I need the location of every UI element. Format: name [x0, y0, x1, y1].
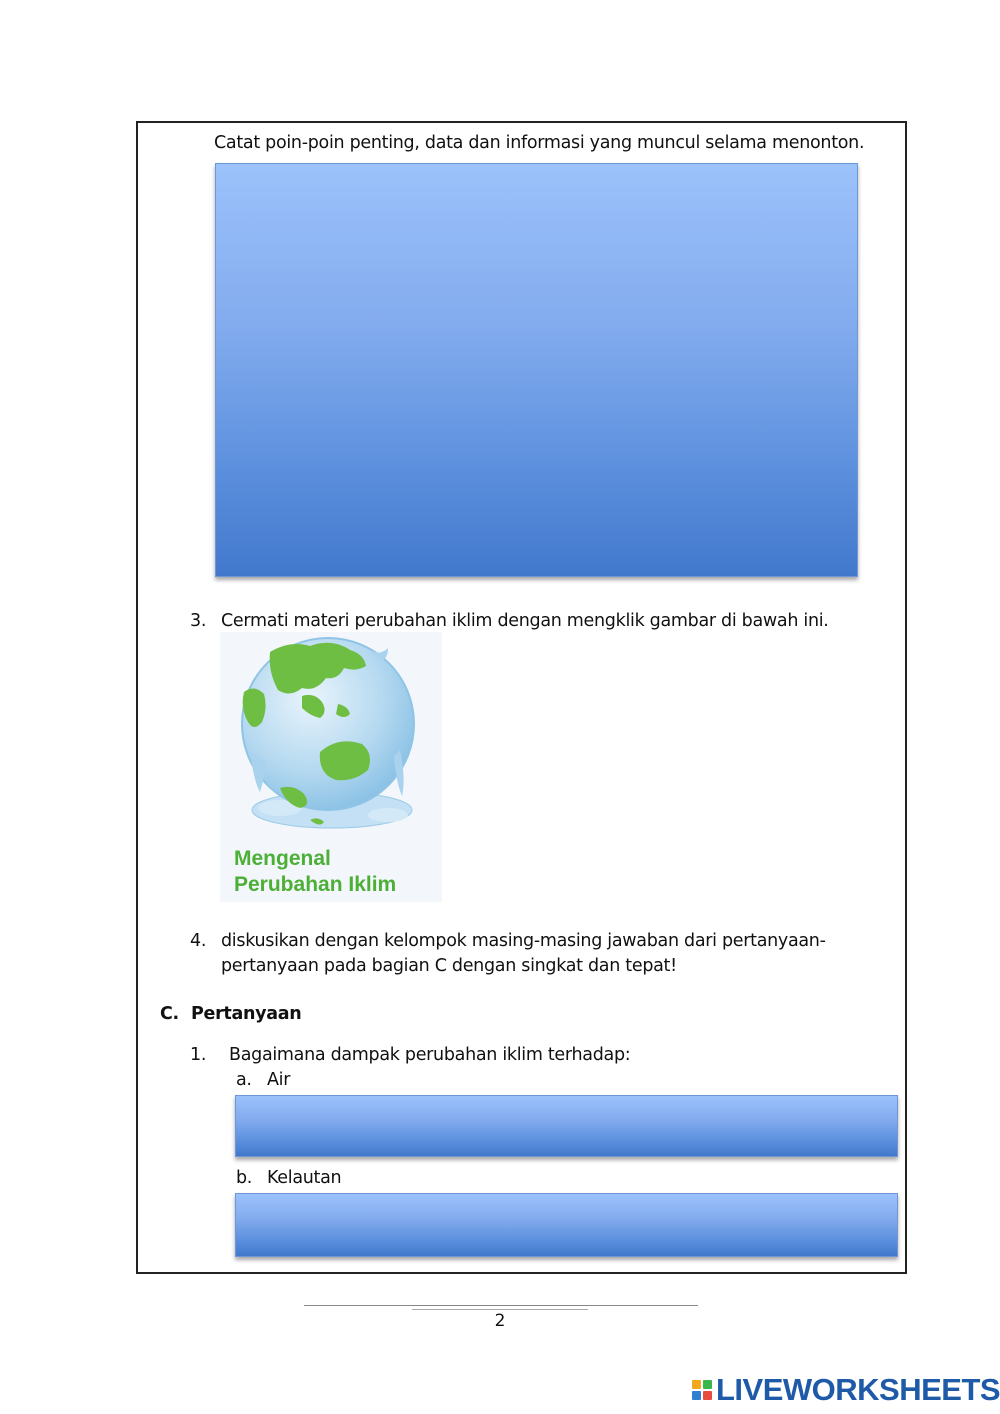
item-b-label: Kelautan [267, 1168, 342, 1188]
liveworksheets-brand [692, 1372, 1000, 1408]
question1-number: 1. [190, 1045, 207, 1065]
question1-text: Bagaimana dampak perubahan iklim terhadap: [229, 1045, 631, 1065]
item-a-letter: a. [236, 1070, 252, 1090]
brand-name: LIVEWORKSHEETS [716, 1372, 1000, 1407]
section-c-letter: C. [160, 1004, 179, 1024]
notes-instruction: Catat poin-poin penting, data dan informasi yang muncul selama menonton. [214, 133, 865, 153]
image-title-line1: Mengenal [234, 847, 331, 870]
image-title-line2: Perubahan Iklim [234, 873, 397, 896]
step4-number: 4. [190, 931, 207, 951]
item-a-label: Air [267, 1070, 291, 1090]
liveworksheets-logo-icon [692, 1380, 712, 1400]
step4-text-line1: diskusikan dengan kelompok masing-masing jawaban dari pertanyaan- [221, 931, 826, 951]
step4-text-line2: pertanyaan pada bagian C dengan singkat dan tepat! [221, 956, 677, 976]
answer-box-air[interactable] [235, 1095, 898, 1157]
footer-rule [304, 1305, 698, 1306]
step3-number: 3. [190, 611, 207, 631]
footer-rule-short [412, 1309, 588, 1310]
step3-text: Cermati materi perubahan iklim dengan mengklik gambar di bawah ini. [221, 611, 829, 631]
page-number: 2 [494, 1311, 506, 1331]
item-b-letter: b. [236, 1168, 253, 1188]
answer-box-kelautan[interactable] [235, 1193, 898, 1257]
section-c-title: Pertanyaan [191, 1004, 302, 1024]
climate-change-image-link[interactable] [220, 632, 442, 902]
notes-answer-box[interactable] [215, 163, 858, 577]
